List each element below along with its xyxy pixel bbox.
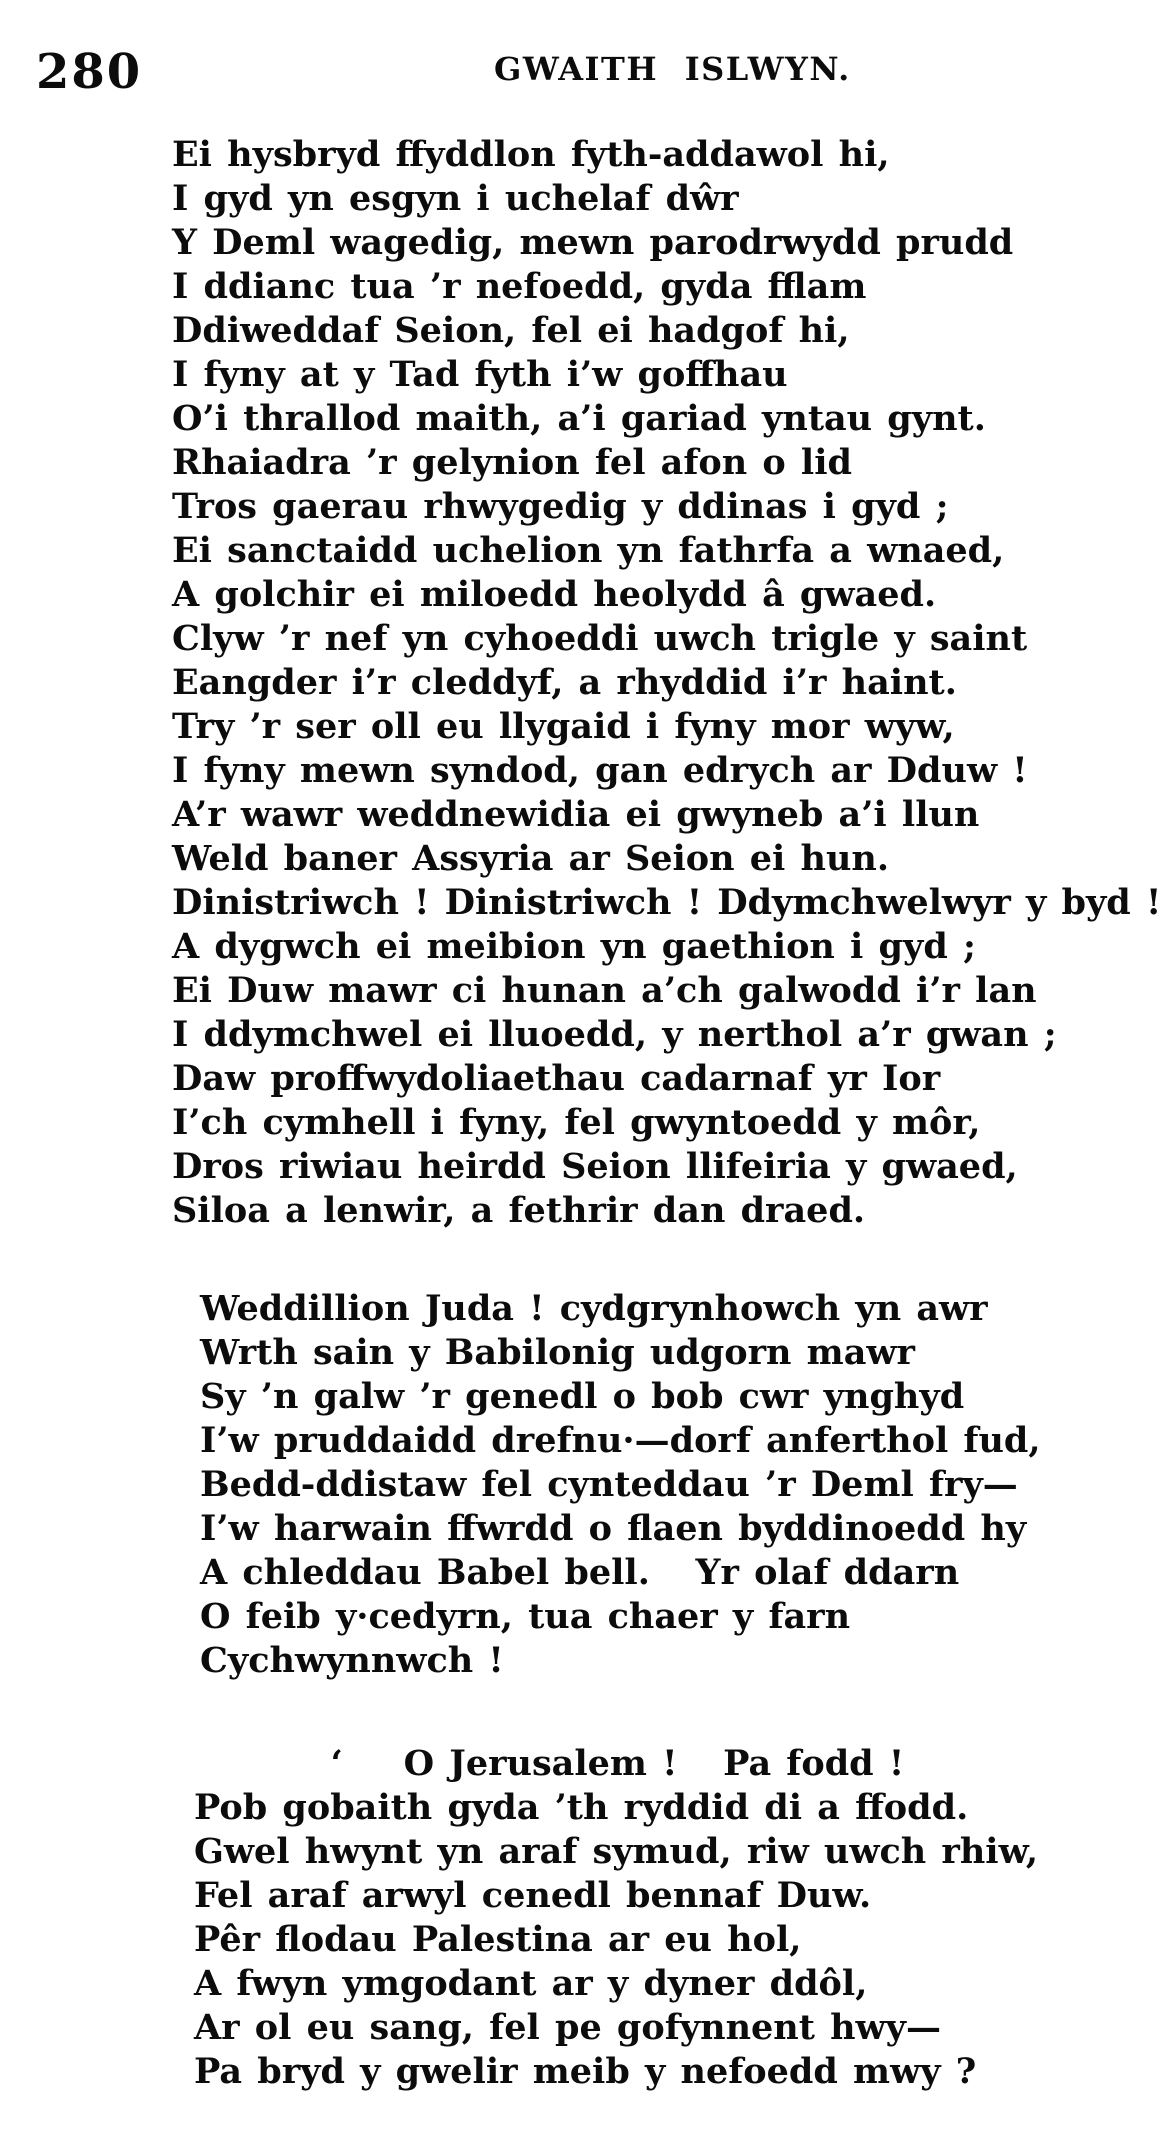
stanza-2 — [200, 1287, 1041, 1683]
poem-line: O feib y·cedyrn, tua chaer y farn — [200, 1596, 851, 1637]
poem-line: Sy ’n galw ’r genedl o bob cwr ynghyd — [200, 1376, 965, 1417]
poem-line: A golchir ei miloedd heolydd â gwaed. — [172, 574, 937, 615]
poem-line: Daw proffwydoliaethau cadarnaf yr Ior — [172, 1058, 941, 1099]
poem-line: Eangder i’r cleddyf, a rhyddid i’r haint. — [172, 662, 957, 703]
poem-line: Bedd-ddistaw fel cynteddau ’r Deml fry— — [200, 1464, 1018, 1505]
poem-line: Dros riwiau heirdd Seion llifeiria y gwaed, — [172, 1146, 1018, 1187]
poem-line: Ei Duw mawr ci hunan a’ch galwodd i’r lan — [172, 970, 1037, 1011]
poem-line: A chleddau Babel bell. Yr olaf ddarn — [200, 1552, 960, 1593]
poem-line: Tros gaerau rhwygedig y ddinas i gyd ; — [172, 486, 949, 527]
page-number: 280 — [36, 44, 143, 100]
poem-line: I ddymchwel ei lluoedd, y nerthol a’r gwan ; — [172, 1014, 1057, 1055]
poem-line: I’w pruddaidd drefnu·—dorf anferthol fud, — [200, 1420, 1041, 1461]
poem-line: Ddiweddaf Seion, fel ei hadgof hi, — [172, 310, 850, 351]
poem-line: Ar ol eu sang, fel pe gofynnent hwy— — [194, 2007, 941, 2048]
poem-line: Pêr flodau Palestina ar eu hol, — [194, 1919, 802, 1960]
poem-line: A fwyn ymgodant ar y dyner ddôl, — [194, 1963, 868, 2004]
poem-line: Try ’r ser oll eu llygaid i fyny mor wyw, — [172, 706, 955, 747]
poem-line: Fel araf arwyl cenedl bennaf Duw. — [194, 1875, 872, 1916]
poem-line: I gyd yn esgyn i uchelaf dŵr — [172, 178, 739, 219]
poem-line: Wrth sain y Babilonig udgorn mawr — [200, 1332, 915, 1373]
poem-line: I fyny at y Tad fyth i’w goffhau — [172, 354, 788, 395]
poem-line: Pa bryd y gwelir meib y nefoedd mwy ? — [194, 2051, 977, 2092]
poem-line: ‘ O Jerusalem ! Pa fodd ! — [194, 1743, 905, 1784]
poem-line: Weld baner Assyria ar Seion ei hun. — [172, 838, 890, 879]
poem-line: Siloa a lenwir, a fethrir dan draed. — [172, 1190, 866, 1231]
running-title: GWAITH ISLWYN. — [494, 50, 851, 88]
poem-line: A dygwch ei meibion yn gaethion i gyd ; — [172, 926, 976, 967]
poem-line: I ddianc tua ’r nefoedd, gyda fflam — [172, 266, 867, 307]
poem-line: Weddillion Juda ! cydgrynhowch yn awr — [200, 1288, 988, 1329]
stanza-3 — [194, 1742, 1038, 2094]
poem-line: Clyw ’r nef yn cyhoeddi uwch trigle y saint — [172, 618, 1028, 659]
poem-line: I’w harwain ffwrdd o flaen byddinoedd hy — [200, 1508, 1027, 1549]
poem-line: I fyny mewn syndod, gan edrych ar Dduw ! — [172, 750, 1028, 791]
stanza-1 — [172, 133, 1161, 1233]
poem-line: I’ch cymhell i fyny, fel gwyntoedd y môr, — [172, 1102, 981, 1143]
poem-line: Dinistriwch ! Dinistriwch ! Ddymchwelwyr y byd ! — [172, 882, 1162, 923]
poem-line: A’r wawr weddnewidia ei gwyneb a’i llun — [172, 794, 980, 835]
poem-line: Pob gobaith gyda ’th ryddid di a ffodd. — [194, 1787, 969, 1828]
poem-line: Ei hysbryd ffyddlon fyth-addawol hi, — [172, 134, 890, 175]
poem-line: Y Deml wagedig, mewn parodrwydd prudd — [172, 222, 1014, 263]
poem-line: O’i thrallod maith, a’i gariad yntau gynt. — [172, 398, 986, 439]
poem-line: Cychwynnwch ! — [200, 1640, 504, 1681]
poem-line: Gwel hwynt yn araf symud, riw uwch rhiw, — [194, 1831, 1039, 1872]
poem-line: Rhaiadra ’r gelynion fel afon o lid — [172, 442, 852, 483]
poem-line: Ei sanctaidd uchelion yn fathrfa a wnaed, — [172, 530, 1005, 571]
